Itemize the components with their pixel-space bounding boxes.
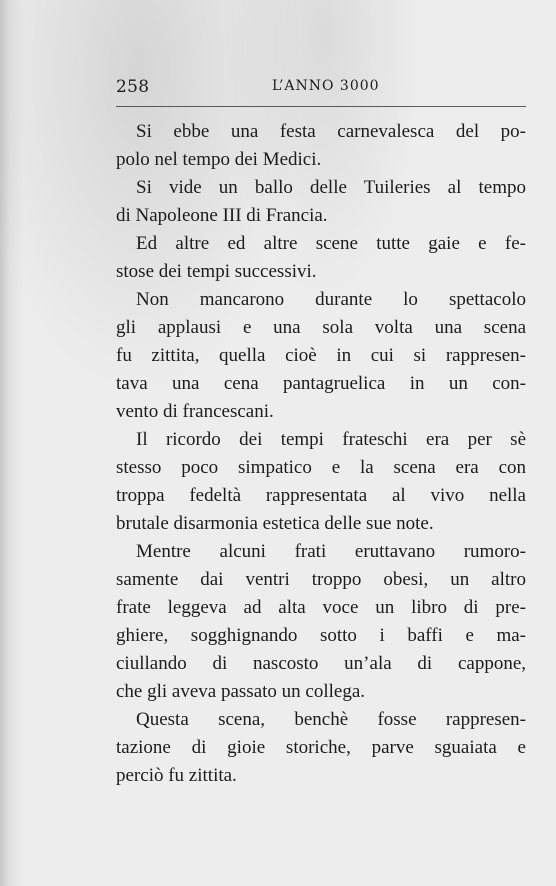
text-line: brutale disarmonia estetica delle sue note. [116,513,434,534]
page-number: 258 [116,77,150,97]
text-line: troppa fedeltà rappresentata al vivo nella [116,485,526,506]
paragraph [116,118,526,174]
text-line: ghiere, sogghignando sotto i baffi e ma- [116,625,526,646]
text-line: perciò fu zittita. [116,765,237,786]
text-line: samente dai ventri troppo obesi, un altro [116,569,526,590]
text-line: stose dei tempi successivi. [116,261,317,282]
text-line: Non mancarono durante lo spettacolo [136,289,526,310]
text-line: Mentre alcuni frati eruttavano rumoro- [136,541,526,562]
text-line: tava una cena pantagruelica in un con- [116,373,526,394]
text-line: vento di francescani. [116,401,274,422]
paragraph [116,426,526,538]
body-text [116,118,526,790]
paragraph [116,538,526,706]
text-line: che gli aveva passato un collega. [116,681,366,702]
text-line: di Napoleone III di Francia. [116,205,328,226]
text-line: Si ebbe una festa carnevalesca del po- [136,121,526,142]
text-line: fu zittita, quella cioè in cui si rappresen- [116,345,526,366]
paragraph [116,174,526,230]
text-line: Il ricordo dei tempi frateschi era per sè [136,429,526,450]
text-line: tazione di gioie storiche, parve sguaiata e [116,737,526,758]
header-rule [116,106,526,107]
paragraph [116,230,526,286]
paragraph [116,286,526,426]
text-line: frate leggeva ad alta voce un libro di pre- [116,597,526,618]
text-line: polo nel tempo dei Medici. [116,149,322,170]
paragraph [116,706,526,790]
text-line: Ed altre ed altre scene tutte gaie e fe- [136,233,526,254]
text-line: Questa scena, benchè fosse rappresen- [136,709,526,730]
text-line: gli applausi e una sola volta una scena [116,317,526,338]
running-title: L’ANNO 3000 [272,78,380,94]
text-line: ciullando di nascosto un’ala di cappone, [116,653,526,674]
text-line: stesso poco simpatico e la scena era con [116,457,526,478]
running-head [116,77,526,101]
text-line: Si vide un ballo delle Tuileries al tempo [136,177,526,198]
